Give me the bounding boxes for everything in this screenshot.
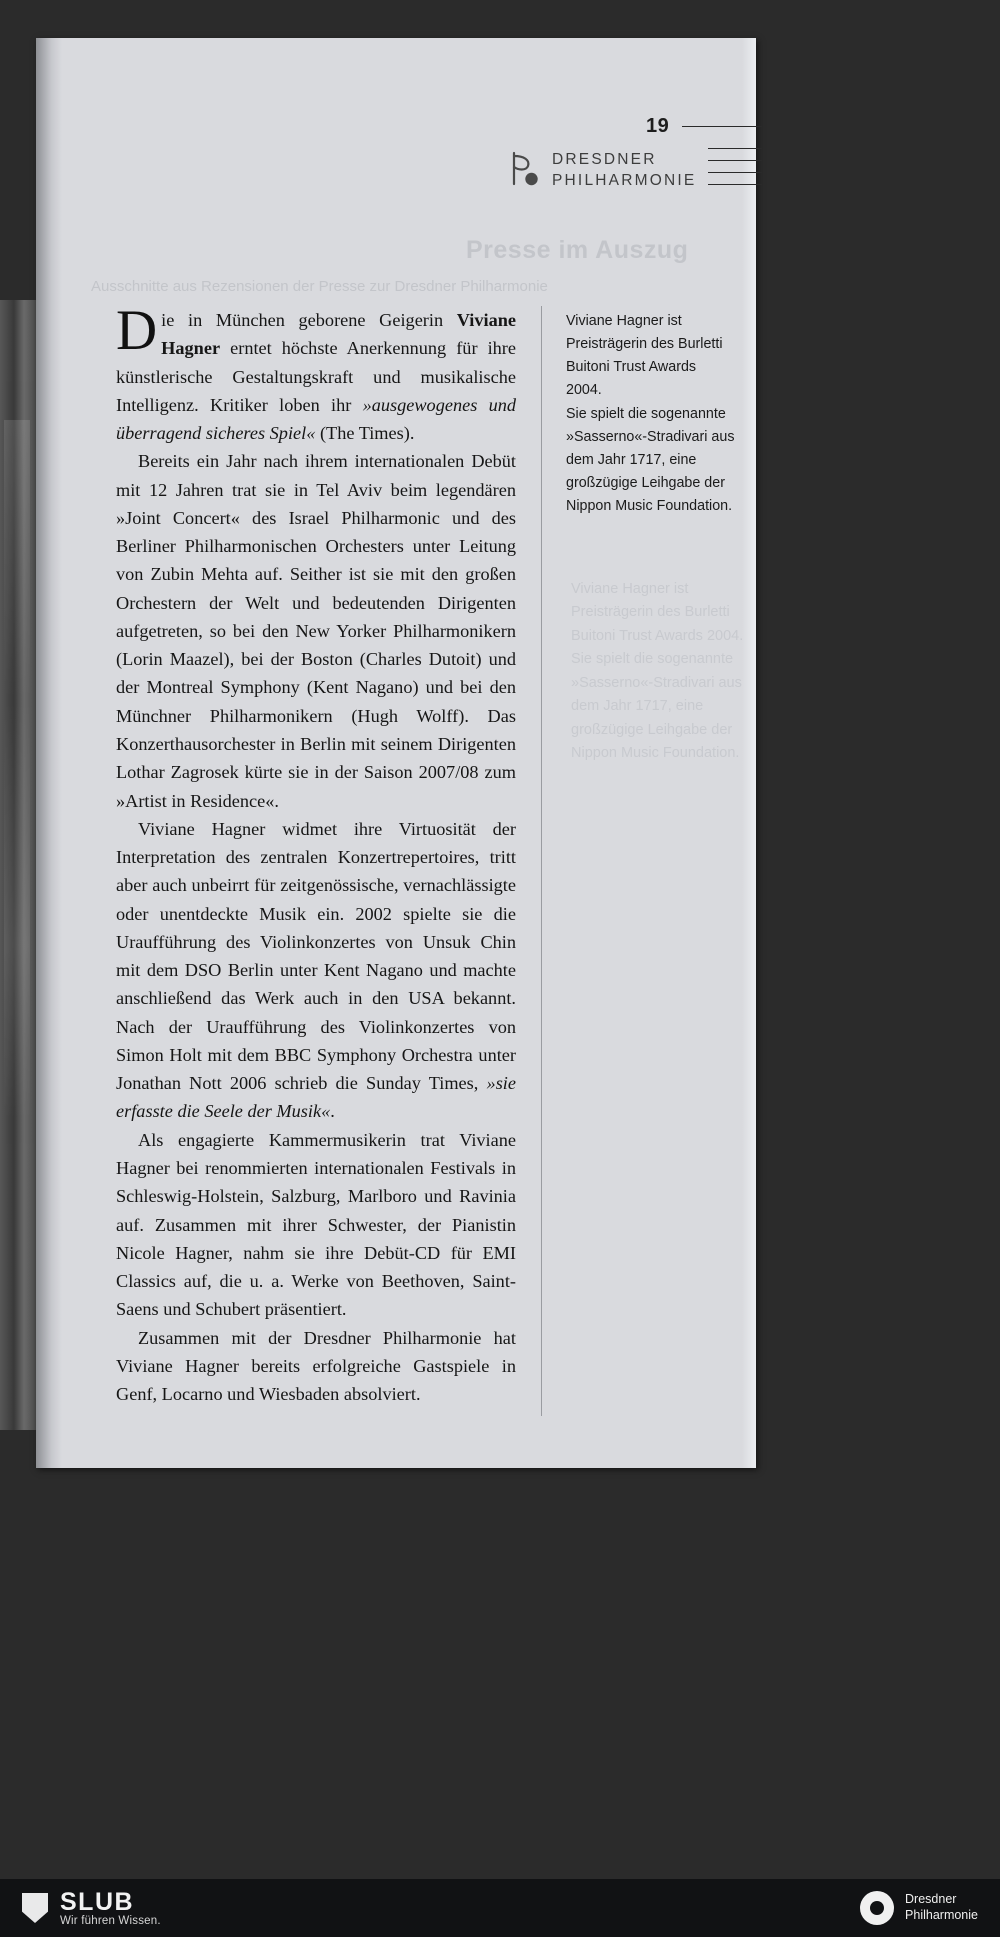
dresdner-philharmonie-line2: Philharmonie: [905, 1908, 978, 1922]
sidebar-note-line-5: Sie spielt die sogenannte: [566, 405, 726, 422]
article-run-3b: »sie erfasste die Seele der Musik«: [116, 1073, 516, 1122]
bleed-through-title: Presse im Auszug: [466, 236, 689, 264]
scanned-page: [36, 38, 756, 1468]
article-run-2a: Bereits ein Jahr nach ihrem internationalen Debüt mit 12 Jahren trat sie in Tel Aviv beim legendären »Joint Concert« des Israel Philharmonic und des Berliner Philharmonischen Orchesters unter Leitung von Zubin Mehta auf. Seither ist sie mit den großen Orchestern der Welt und bedeutenden Dirigenten aufgetreten, so bei den New Yorker Philharmonikern (Lorin Maazel), bei der Boston (Charles Dutoit) und der Montreal Symphony (Kent Nagano) und bei den Münchner Philharmonikern (Hugh Wolff). Das Konzerthausorchester in Berlin mit seinem Dirigenten Lothar Zagrosek kürte sie in der Saison 2007/08 zum »Artist in Residence«.: [116, 451, 516, 811]
article-paragraph-1: [116, 299, 516, 447]
publisher-logo-line1: DRESDNER: [552, 151, 657, 168]
bleed-through-subtitle: Ausschnitte aus Rezensionen der Presse zur Dresdner Philharmonie: [91, 278, 548, 295]
page-rule-top: [682, 126, 762, 127]
page-edge-highlight: [742, 38, 756, 1468]
article-paragraph-3: [116, 815, 516, 1126]
publisher-logo: [506, 150, 696, 192]
article-run-3a: Viviane Hagner widmet ihre Virtuosität der Interpretation des zentralen Konzertrepertoires, tritt aber auch unbeirrt für zeitgenössische, vernachlässigte oder unentdeckte Musik ein. 2002 spielte sie die Uraufführung des Violinkonzertes von Unsuk Chin mit dem DSO Berlin unter Kent Nagano und machte anschließend das Werk auch in den USA bekannt. Nach der Uraufführung des Violinkonzertes von Simon Holt mit dem BBC Symphony Orchestra unter Jonathan Nott 2006 schrieb die Sunday Times,: [116, 818, 516, 1094]
sidebar-note-line-1: Viviane Hagner ist: [566, 313, 682, 329]
publisher-logo-line2: PHILHARMONIE: [552, 171, 697, 189]
page-number: 19: [646, 115, 670, 137]
article-run-5a: Zusammen mit der Dresdner Philharmonie hat Viviane Hagner bereits erfolgreiche Gastspiele in Genf, Locarno und Wiesbaden absolviert.: [116, 1327, 516, 1405]
sidebar-note-line-9: Nippon Music Foundation.: [566, 498, 733, 515]
page-rule-3: [708, 172, 762, 173]
viewer-branding-bar: [0, 1879, 1000, 1937]
article-paragraph-2: [116, 447, 516, 814]
dresdner-philharmonie-line1: Dresdner: [905, 1892, 957, 1907]
article-run-1a: ie in München geborene Geigerin: [161, 310, 457, 330]
article-run-1d: »ausgewogenes und überragend sicheres Spiel«: [116, 394, 516, 444]
dresdner-philharmonie-round-icon: [860, 1891, 894, 1925]
article-run-4a: Als engagierte Kammermusikerin trat Viviane Hagner bei renommierten internationalen Festivals in Schleswig-Holstein, Salzburg, Marlboro und Ravinia auf. Zusammen mit ihrer Schwester, der Pianistin Nicole Hagner, nahm sie ihre Debüt-CD für EMI Classics auf, die u. a. Werke von Beethoven, Saint-Saens und Schubert präsentiert.: [116, 1129, 516, 1320]
article-paragraph-5: [116, 1324, 516, 1409]
slub-tagline: Wir führen Wissen.: [60, 1915, 161, 1928]
page-gutter-shadow: [36, 38, 62, 1468]
page-rule-1: [708, 148, 762, 149]
dresdner-philharmonie-wordmark: [905, 1892, 978, 1923]
page-rule-2: [708, 160, 762, 161]
sidebar-note-line-4: 2004.: [566, 382, 602, 399]
sidebar-note-line-6: »Sasserno«-Stradivari aus: [566, 428, 735, 445]
page-rule-4: [708, 184, 762, 185]
dresdner-philharmonie-brand[interactable]: [860, 1891, 978, 1925]
article-run-1e: (The Times).: [315, 423, 415, 444]
sidebar-note-line-7: dem Jahr 1717, eine: [566, 451, 697, 468]
article-dropcap: D: [116, 299, 158, 362]
dresdner-philharmonie-logo-mark-icon: [506, 150, 540, 190]
sidebar-note-line-8: großzügige Leihgabe der: [566, 475, 725, 492]
sidebar-note-line-2: Preisträgerin des Burletti: [566, 336, 723, 353]
slub-name: SLUB: [60, 1887, 135, 1916]
article-paragraph-4: [116, 1126, 516, 1324]
article-body: [116, 299, 516, 1408]
facing-page-photo-strip: [0, 300, 40, 1430]
sidebar-note-line-3: Buitoni Trust Awards: [566, 359, 697, 376]
bleed-through-block: Viviane Hagner ist Preisträgerin des Burletti Buitoni Trust Awards 2004. Sie spielt die sogenannte »Sasserno«-Stradivari aus dem Jahr 1717, eine großzügige Leihgabe der Nippon Music Foundation.: [571, 581, 744, 762]
slub-brand[interactable]: [22, 1889, 161, 1927]
slub-wordmark: [60, 1889, 161, 1927]
slub-logo-icon: [22, 1893, 48, 1923]
sidebar-note: [566, 310, 752, 518]
article-run-1c: erntet höchste Anerkennung für ihre künstlerische Gestaltungskraft und musikalische Intelligenz. Kritiker loben ihr: [116, 338, 516, 415]
publisher-logo-text: [552, 150, 696, 192]
column-divider: [541, 306, 542, 1416]
article-run-3c: .: [330, 1101, 335, 1122]
article-run-1b: Viviane Hagner: [161, 310, 516, 359]
